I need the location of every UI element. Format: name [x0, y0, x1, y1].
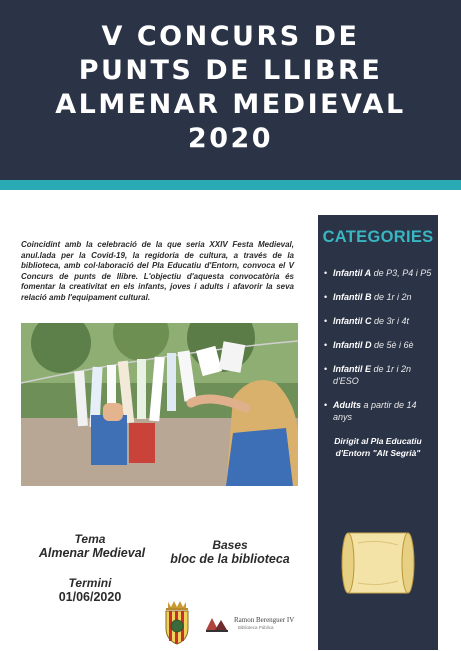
category-item	[324, 339, 434, 351]
bullet: •	[324, 340, 328, 350]
category-desc: de 1r i 2n	[371, 292, 412, 302]
title-line-3: ALMENAR MEDIEVAL	[55, 89, 406, 120]
library-name: Ramon Berenguer IV	[234, 616, 295, 624]
poster-title	[0, 20, 461, 156]
bullet: •	[324, 364, 328, 374]
category-name: Adults	[333, 400, 361, 410]
category-name: Infantil D	[333, 340, 372, 350]
category-desc: de P3, P4 i P5	[371, 268, 432, 278]
category-desc: de 1r i 2n d'ESO	[333, 364, 412, 386]
category-item	[324, 267, 434, 279]
bases-label: Bases	[212, 538, 248, 552]
bullet: •	[324, 400, 328, 410]
termini-label: Termini	[68, 576, 112, 590]
category-desc: de 3r i 4t	[371, 316, 410, 326]
title-line-4: 2020	[187, 123, 274, 154]
title-line-2: PUNTS DE LLIBRE	[78, 55, 383, 86]
category-item	[324, 291, 434, 303]
tema-label: Tema	[74, 532, 106, 546]
bullet: •	[324, 292, 328, 302]
town-coat-of-arms-icon	[158, 598, 196, 646]
photo-children-bookmarks	[21, 323, 298, 486]
category-item	[324, 363, 434, 387]
intro-paragraph: Coincidint amb la celebració de la que seria XXIV Festa Medieval, anul.lada per la Covid-19, la regidoria de cultura, a través de la biblioteca, amb col·laboració del Pla Educatiu d'Entorn, convoca el V Concurs de punts de llibre. L'objectiu d'aquesta convocatòria és fomentar la creativitat en els infants, joves i adults i afavorir la seva relació amb l'equipament cultural.	[21, 240, 294, 302]
directed-to-note: Dirigit al Pla Educatiu d'Entorn "Alt Segrià"	[334, 436, 422, 458]
tema-value: Almenar Medieval	[38, 546, 146, 560]
logos-row	[158, 598, 298, 648]
category-item	[324, 399, 434, 423]
teal-divider	[0, 180, 461, 190]
category-desc: de 5è i 6è	[371, 340, 414, 350]
parchment-scroll-icon	[338, 523, 418, 603]
categories-sidebar	[318, 215, 438, 650]
category-name: Infantil E	[333, 364, 371, 374]
category-name: Infantil A	[333, 268, 372, 278]
category-name: Infantil B	[333, 292, 372, 302]
bases-value: bloc de la biblioteca	[170, 552, 290, 566]
bullet: •	[324, 268, 328, 278]
termini-value: 01/06/2020	[58, 590, 122, 604]
categories-list	[318, 267, 438, 423]
categories-title: CATEGORIES	[322, 228, 434, 246]
category-item	[324, 315, 434, 327]
bullet: •	[324, 316, 328, 326]
library-logo-icon	[206, 616, 230, 632]
library-subtitle: Biblioteca Pública	[238, 625, 274, 630]
title-line-1: V CONCURS DE	[101, 21, 360, 52]
category-name: Infantil C	[333, 316, 372, 326]
header-banner	[0, 0, 461, 180]
category-desc: a partir de 14 anys	[333, 400, 417, 422]
